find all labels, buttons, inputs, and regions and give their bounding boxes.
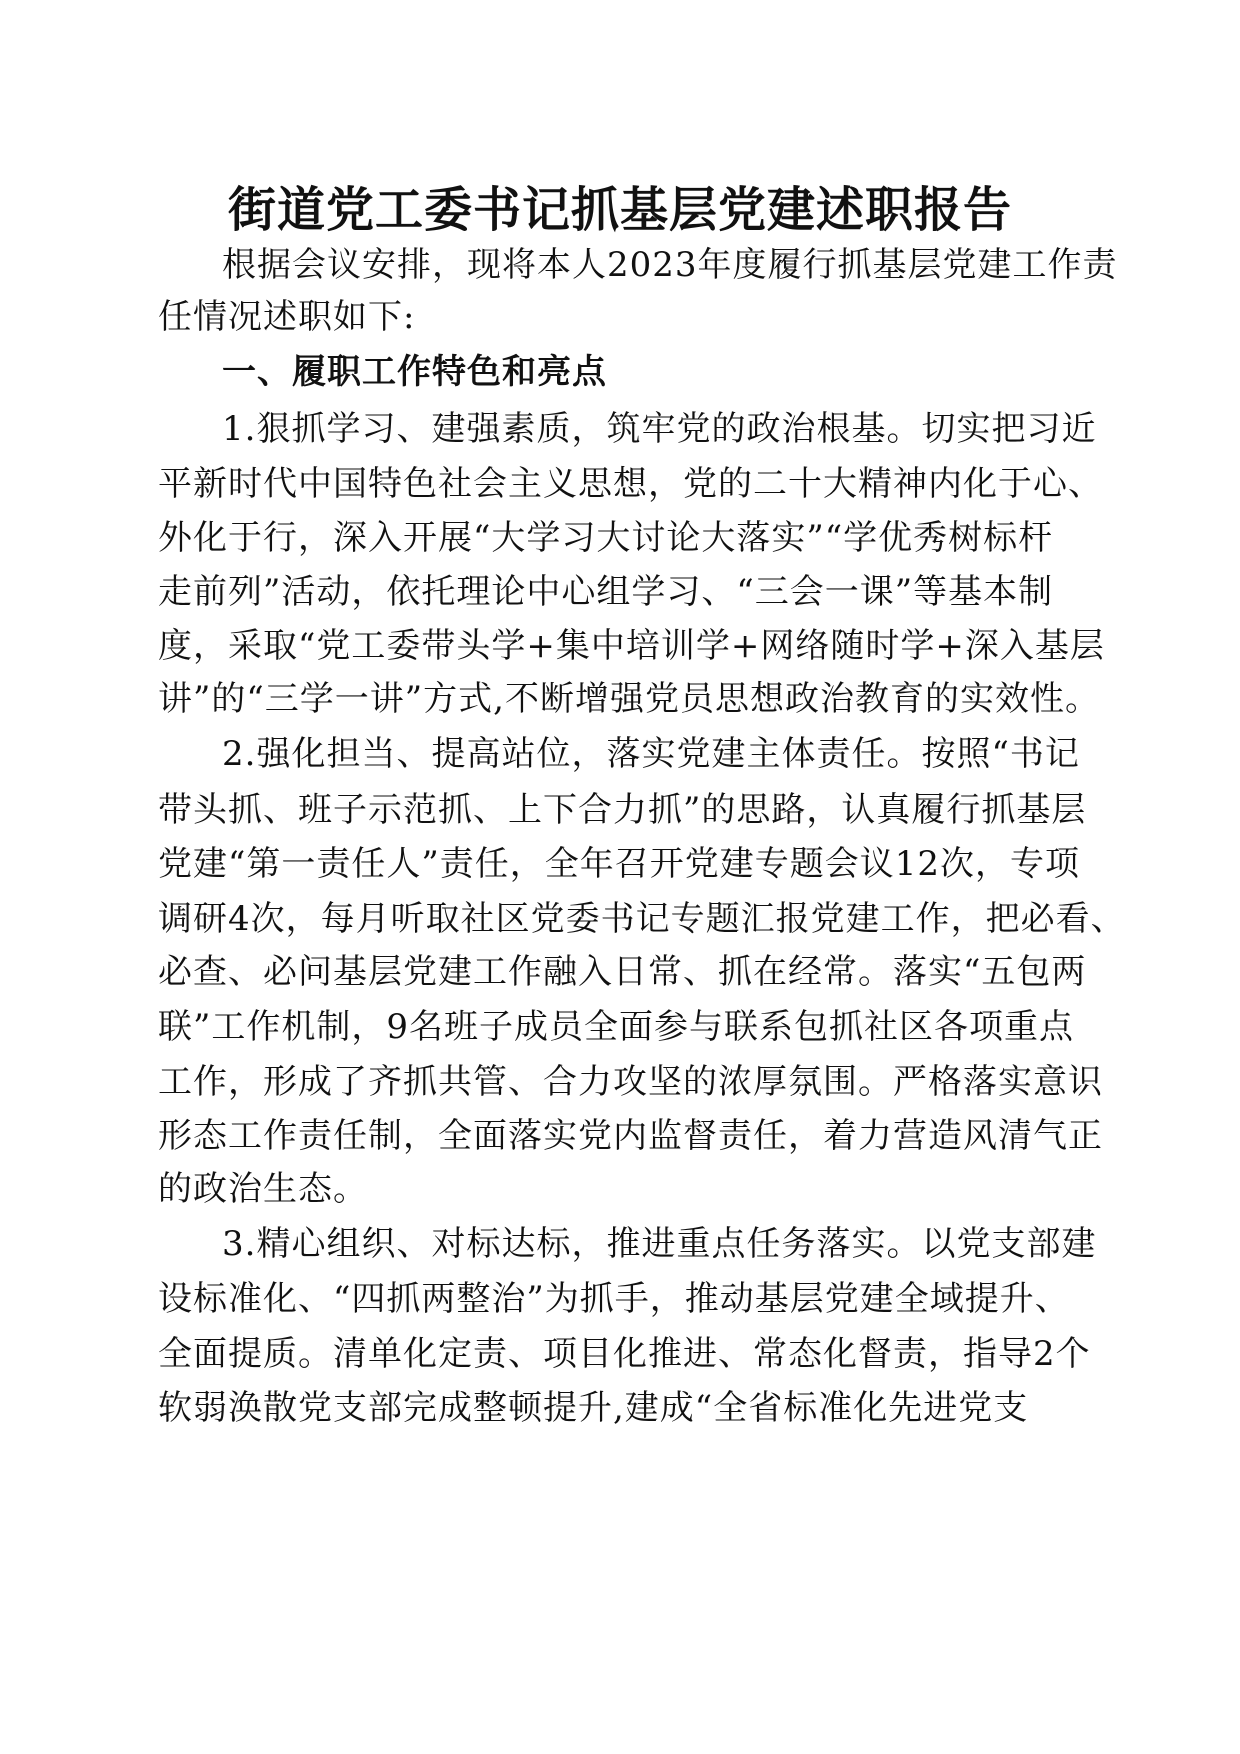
paragraph-line: 外化于行，深入开展“大学习大讨论大落实”“学优秀树标杆 xyxy=(158,518,1054,558)
paragraph-line: 带头抓、班子示范抓、上下合力抓”的思路，认真履行抓基层 xyxy=(158,790,1087,830)
paragraph-line: 走前列”活动，依托理论中心组学习、“三会一课”等基本制 xyxy=(158,572,1054,612)
paragraph-line: 全面提质。清单化定责、项目化推进、常态化督责，指导2个 xyxy=(158,1334,1091,1374)
paragraph-line: 软弱涣散党支部完成整顿提升,建成“全省标准化先进党支 xyxy=(158,1388,1029,1428)
paragraph-line: 3.精心组织、对标达标，推进重点任务落实。以党支部建 xyxy=(222,1224,1097,1264)
paragraph-line: 的政治生态。 xyxy=(158,1169,368,1209)
paragraph-line: 形态工作责任制，全面落实党内监督责任，着力营造风清气正 xyxy=(158,1116,1103,1156)
paragraph-line: 度，采取“党工委带头学+集中培训学+网络随时学+深入基层 xyxy=(158,626,1105,666)
paragraph-line: 工作，形成了齐抓共管、合力攻坚的浓厚氛围。严格落实意识 xyxy=(158,1062,1103,1102)
section-heading: 一、履职工作特色和亮点 xyxy=(222,352,607,392)
paragraph-line: 根据会议安排，现将本人2023年度履行抓基层党建工作责 xyxy=(222,245,1118,285)
paragraph-line: 任情况述职如下: xyxy=(158,297,416,337)
paragraph-line: 设标准化、“四抓两整治”为抓手，推动基层党建全域提升、 xyxy=(158,1279,1070,1319)
paragraph-line: 平新时代中国特色社会主义思想，党的二十大精神内化于心、 xyxy=(158,464,1103,504)
document-title: 街道党工委书记抓基层党建述职报告 xyxy=(227,182,1012,238)
paragraph-line: 必查、必问基层党建工作融入日常、抓在经常。落实“五包两 xyxy=(158,952,1087,992)
paragraph-line: 2.强化担当、提高站位，落实党建主体责任。按照“书记 xyxy=(222,734,1080,774)
paragraph-line: 联”工作机制，9名班子成员全面参与联系包抓社区各项重点 xyxy=(158,1007,1075,1047)
paragraph-line: 讲”的“三学一讲”方式,不断增强党员思想政治教育的实效性。 xyxy=(158,679,1100,719)
paragraph-line: 调研4次，每月听取社区党委书记专题汇报党建工作，把必看、 xyxy=(158,899,1126,939)
paragraph-line: 1.狠抓学习、建强素质，筑牢党的政治根基。切实把习近 xyxy=(222,409,1097,449)
paragraph-line: 党建“第一责任人”责任，全年召开党建专题会议12次，专项 xyxy=(158,844,1081,884)
